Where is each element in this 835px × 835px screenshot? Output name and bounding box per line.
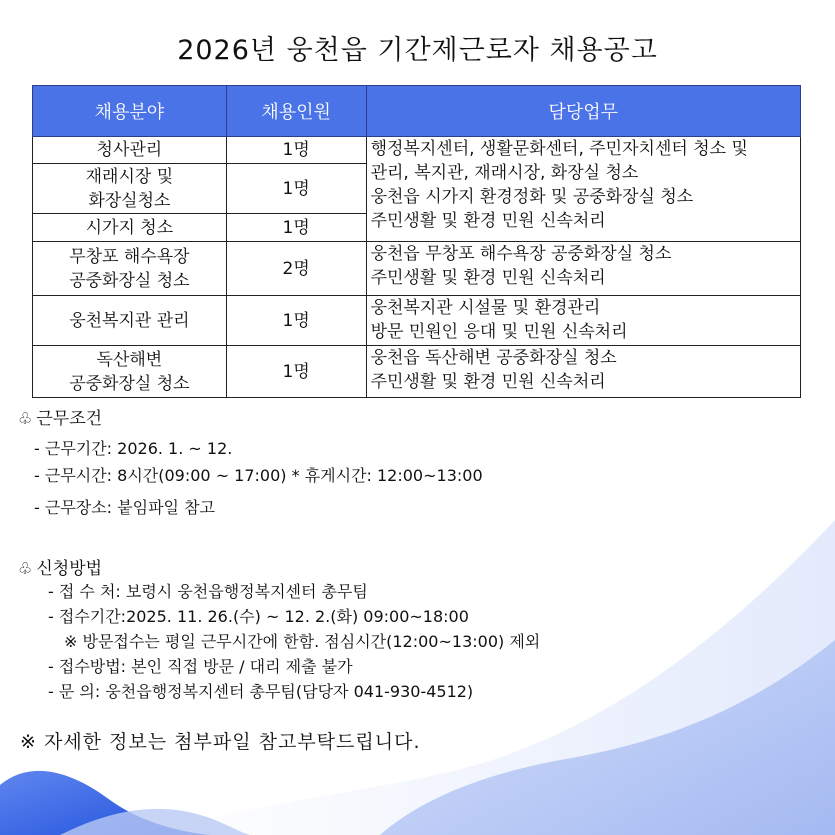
row-field: 웅천복지관 관리 (33, 296, 227, 346)
row-count: 1명 (226, 296, 366, 346)
row-field: 시가지 청소 (33, 214, 227, 242)
row-field: 재래시장 및 화장실청소 (33, 164, 227, 214)
row-count: 1명 (226, 164, 366, 214)
work-hours: - 근무시간: 8시간(09:00 ~ 17:00) * 휴게시간: 12:00~13:00 (34, 466, 483, 485)
header-duty: 담당업무 (366, 86, 800, 137)
work-heading-label: 근무조건 (36, 409, 103, 429)
row-duty: 행정복지센터, 생활문화센터, 주민자치센터 청소 및 관리, 복지관, 재래시장, 화장실 청소 웅천읍 시가지 환경정화 및 공중화장실 청소 주민생활 및 환경 민원 신속처리 (366, 137, 800, 242)
row-count: 1명 (226, 137, 366, 164)
table-header-row (33, 86, 801, 137)
application-heading (18, 554, 102, 579)
row-count: 1명 (226, 346, 366, 398)
table-row (33, 346, 801, 398)
table-row (33, 137, 801, 164)
apply-office: - 접 수 처: 보령시 웅천읍행정복지센터 총무팀 (48, 582, 368, 601)
apply-inquiry: - 문 의: 웅천읍행정복지센터 총무팀(담당자 041-930-4512) (48, 682, 474, 701)
page-title: 2026년 웅천읍 기간제근로자 채용공고 (177, 35, 658, 66)
row-field: 독산해변 공중화장실 청소 (33, 346, 227, 398)
header-count: 채용인원 (226, 86, 366, 137)
club-icon: ♧ (18, 409, 33, 428)
row-count: 2명 (226, 242, 366, 296)
table-row (33, 242, 801, 296)
apply-method: - 접수방법: 본인 직접 방문 / 대리 제출 불가 (48, 657, 353, 676)
row-field: 무창포 해수욕장 공중화장실 청소 (33, 242, 227, 296)
club-icon: ♧ (18, 559, 33, 578)
apply-note: ※ 방문접수는 평일 근무시간에 한함. 점심시간(12:00~13:00) 제외 (64, 632, 541, 651)
row-duty: 웅천복지관 시설물 및 환경관리 방문 민원인 응대 및 민원 신속처리 (366, 296, 800, 346)
work-place: - 근무장소: 붙임파일 참고 (34, 498, 215, 517)
row-duty: 웅천읍 독산해변 공중화장실 청소 주민생활 및 환경 민원 신속처리 (366, 346, 800, 398)
footnote: ※ 자세한 정보는 첨부파일 참고부탁드립니다. (20, 731, 421, 753)
apply-heading-label: 신청방법 (36, 559, 103, 579)
header-field: 채용분야 (33, 86, 227, 137)
work-conditions-heading (18, 404, 102, 429)
apply-period: - 접수기간:2025. 11. 26.(수) ~ 12. 2.(화) 09:00~18:00 (48, 607, 469, 626)
row-count: 1명 (226, 214, 366, 242)
row-duty: 웅천읍 무창포 해수욕장 공중화장실 청소 주민생활 및 환경 민원 신속처리 (366, 242, 800, 296)
work-period: - 근무기간: 2026. 1. ~ 12. (34, 439, 233, 458)
row-field: 청사관리 (33, 137, 227, 164)
recruitment-table (32, 85, 801, 398)
table-row (33, 296, 801, 346)
